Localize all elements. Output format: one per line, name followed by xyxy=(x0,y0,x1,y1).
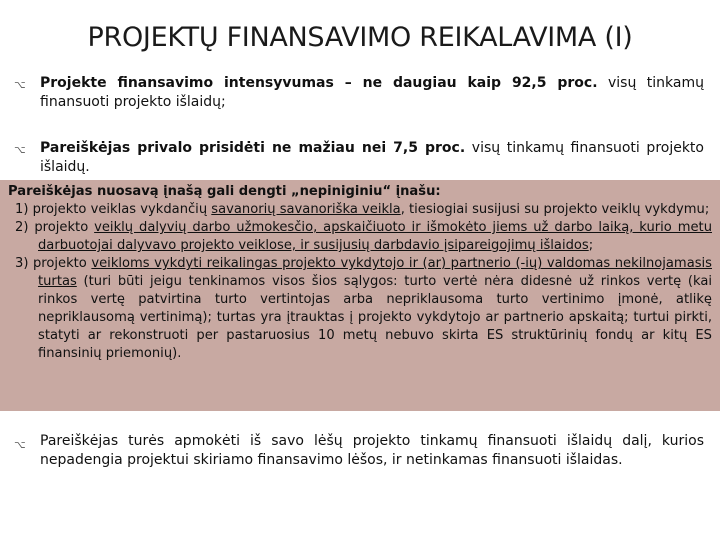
bullet-icon: ⌥ xyxy=(14,80,26,91)
slide-title: PROJEKTŲ FINANSAVIMO REIKALAVIMA (I) xyxy=(87,22,633,53)
bullet-2-rest: visų tinkamų finansuoti projekto išlaidų. xyxy=(40,140,704,175)
bullet-2-bold: Pareiškėjas privalo prisidėti ne mažiau nei 7,5 proc. xyxy=(40,140,466,156)
box-item-2 xyxy=(8,219,712,255)
box-item-3-prefix: 3) projekto xyxy=(15,256,92,271)
box-heading: Pareiškėjas nuosavą įnašą gali dengti „nepiniginiu“ įnašu: xyxy=(8,184,441,199)
bullet-1-bold: Projekte finansavimo intensyvumas – ne daugiau kaip 92,5 proc. xyxy=(40,75,598,91)
box-item-3-underlined: veikloms vykdyti reikalingas projekto vykdytojo ir (ar) partnerio (-ių) valdomas nekilnojamasis turtas xyxy=(38,256,712,289)
box-item-3 xyxy=(8,255,712,363)
bullet-3: Pareiškėjas turės apmokėti iš savo lėšų projekto tinkamų finansuoti išlaidų dalį, kurios nepadengia projektui skiriamo finansavimo lėšos, ir netinkamas finansuoti išlaidas. xyxy=(40,433,704,468)
bullet-icon: ⌥ xyxy=(14,145,26,156)
box-item-2-underlined: veiklų dalyvių darbo užmokesčio, apskaičiuoto ir išmokėto jiems už darbo laiką, kurio metu darbuotojai dalyvavo projekto veiklose, ir susijusių darbdavio įsipareigojimų išlaidos xyxy=(38,220,712,253)
bullet-icon: ⌥ xyxy=(14,440,26,451)
bullet-1-rest: visų tinkamų finansuoti projekto išlaidų; xyxy=(40,75,704,110)
box-item-1-prefix: 1) projekto veiklas vykdančių xyxy=(15,202,212,217)
box-item-1-suffix: , tiesiogiai susijusi su projekto veiklų vykdymu; xyxy=(400,202,710,217)
bullet-2 xyxy=(40,139,704,177)
bullet-1 xyxy=(40,74,704,112)
box-item-2-prefix: 2) projekto xyxy=(15,220,95,235)
box-item-1 xyxy=(8,201,712,219)
box-item-3-suffix: (turi būti jeigu tenkinamos visos šios sąlygos: turto vertė nėra didesnė už rinkos vertę (kai rinkos vertę patvirtina turto vertintojas arba nepriklausoma turto vertinimo įmonė, atlikę nepriklausomą vertinimą); turtas yra įtrauktas į projekto vykdytojo ar partnerio apskaitą; turtui pirkti, statyti ar rekonstruoti per pastaruosius 10 metų nebuvo skirta ES struktūrinių fondų ar kitų ES finansinių priemonių). xyxy=(38,274,712,361)
box-item-2-suffix: ; xyxy=(588,238,594,253)
nonmonetary-contribution-box xyxy=(0,180,720,411)
box-item-1-underlined: savanorių savanoriška veikla xyxy=(211,202,401,217)
